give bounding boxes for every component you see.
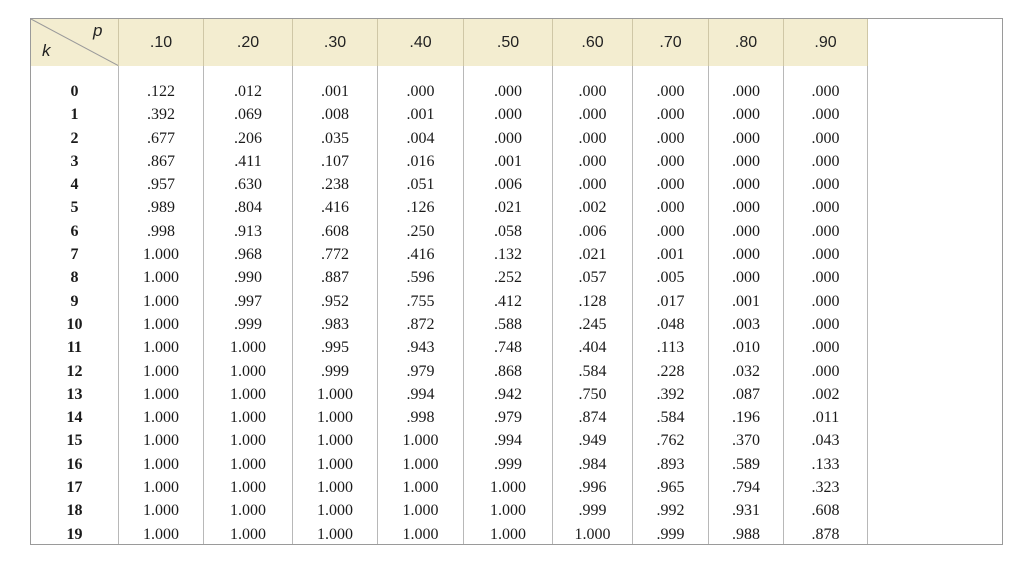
probability-cell: .000 bbox=[494, 129, 522, 147]
p-header: .80 bbox=[709, 19, 784, 66]
probability-cell: .000 bbox=[656, 83, 685, 100]
probability-cell: .113 bbox=[656, 339, 685, 357]
probability-cell: .000 bbox=[732, 152, 760, 170]
k-value: 1 bbox=[70, 106, 79, 124]
probability-cell: .000 bbox=[656, 129, 685, 147]
probability-cell: 1.000 bbox=[402, 525, 439, 543]
probability-cell: 1.000 bbox=[490, 479, 526, 497]
probability-cell: 1.000 bbox=[230, 479, 266, 497]
probability-cell: .392 bbox=[147, 106, 175, 124]
probability-cell: .001 bbox=[406, 106, 435, 124]
probability-cell: .988 bbox=[732, 525, 760, 543]
probability-cell: .630 bbox=[234, 176, 262, 194]
probability-cell: .107 bbox=[321, 152, 349, 170]
probability-cell: .016 bbox=[406, 152, 435, 170]
probability-cell: .000 bbox=[494, 106, 522, 124]
probability-cell: 1.000 bbox=[143, 409, 179, 427]
probability-cell: 1.000 bbox=[230, 502, 266, 520]
k-value: 11 bbox=[66, 339, 83, 357]
k-value: 9 bbox=[70, 292, 79, 310]
probability-cell: 1.000 bbox=[143, 315, 179, 333]
probability-cell: .238 bbox=[321, 176, 349, 194]
probability-cell: .000 bbox=[578, 152, 607, 170]
probability-cell: .000 bbox=[406, 83, 435, 100]
corner-header-cell bbox=[31, 19, 119, 66]
probability-cell: .887 bbox=[321, 269, 349, 287]
probability-cell: 1.000 bbox=[317, 432, 353, 450]
probability-cell: 1.000 bbox=[402, 479, 439, 497]
probability-cell: .017 bbox=[656, 292, 685, 310]
column-variable-label: p bbox=[93, 21, 103, 40]
probability-cell: 1.000 bbox=[230, 455, 266, 473]
probability-cell: .893 bbox=[656, 455, 685, 473]
probability-cell: .011 bbox=[811, 409, 840, 427]
probability-cell: 1.000 bbox=[143, 479, 179, 497]
probability-cell: .128 bbox=[578, 292, 607, 310]
probability-cell: .943 bbox=[406, 339, 435, 357]
probability-cell: 1.000 bbox=[143, 292, 179, 310]
probability-cell: .006 bbox=[578, 222, 607, 240]
probability-cell: 1.000 bbox=[490, 502, 526, 520]
probability-cell: .008 bbox=[321, 106, 349, 124]
probability-cell: .868 bbox=[494, 362, 522, 380]
probability-cell: .126 bbox=[406, 199, 435, 217]
probability-cell: 1.000 bbox=[143, 362, 179, 380]
probability-cell: .133 bbox=[811, 455, 840, 473]
probability-cell: .000 bbox=[732, 222, 760, 240]
probability-cell: 1.000 bbox=[143, 385, 179, 403]
k-column bbox=[31, 66, 119, 544]
probability-cell: .999 bbox=[321, 362, 349, 380]
probability-cell: .584 bbox=[578, 362, 607, 380]
k-value: 17 bbox=[66, 479, 83, 497]
probability-cell: .000 bbox=[656, 199, 685, 217]
probability-cell: 1.000 bbox=[143, 246, 179, 264]
p-header: .10 bbox=[119, 19, 204, 66]
probability-cell: 1.000 bbox=[143, 269, 179, 287]
probability-cell: .370 bbox=[732, 432, 760, 450]
probability-cell: .994 bbox=[494, 432, 522, 450]
probability-column bbox=[784, 66, 868, 544]
probability-cell: .001 bbox=[732, 292, 760, 310]
probability-cell: .122 bbox=[147, 83, 175, 100]
probability-cell: .990 bbox=[234, 269, 262, 287]
probability-cell: .596 bbox=[406, 269, 435, 287]
probability-cell: 1.000 bbox=[402, 455, 439, 473]
probability-cell: .000 bbox=[732, 199, 760, 217]
probability-cell: .999 bbox=[494, 455, 522, 473]
probability-cell: .002 bbox=[578, 199, 607, 217]
probability-cell: .867 bbox=[147, 152, 175, 170]
probability-cell: 1.000 bbox=[230, 362, 266, 380]
probability-cell: .000 bbox=[578, 129, 607, 147]
k-value: 10 bbox=[66, 315, 83, 333]
probability-cell: .968 bbox=[234, 246, 262, 264]
probability-cell: 1.000 bbox=[317, 502, 353, 520]
probability-cell: 1.000 bbox=[143, 525, 179, 543]
k-value: 13 bbox=[66, 385, 83, 403]
p-header: .90 bbox=[784, 19, 868, 66]
binomial-table bbox=[30, 18, 1003, 545]
probability-cell: .000 bbox=[494, 83, 522, 100]
probability-cell: .000 bbox=[811, 152, 840, 170]
probability-cell: .006 bbox=[494, 176, 522, 194]
probability-cell: .949 bbox=[578, 432, 607, 450]
p-header: .60 bbox=[553, 19, 633, 66]
probability-cell: .411 bbox=[234, 152, 262, 170]
probability-cell: .021 bbox=[578, 246, 607, 264]
probability-column bbox=[633, 66, 709, 544]
probability-cell: .087 bbox=[732, 385, 760, 403]
p-header: .30 bbox=[293, 19, 378, 66]
probability-cell: .608 bbox=[321, 222, 349, 240]
probability-cell: 1.000 bbox=[490, 525, 526, 543]
probability-cell: .995 bbox=[321, 339, 349, 357]
probability-cell: .996 bbox=[578, 479, 607, 497]
probability-cell: .043 bbox=[811, 432, 840, 450]
probability-cell: .000 bbox=[732, 246, 760, 264]
probability-cell: .392 bbox=[656, 385, 685, 403]
probability-cell: 1.000 bbox=[317, 525, 353, 543]
probability-cell: .000 bbox=[811, 106, 840, 124]
table-header-row bbox=[31, 19, 868, 66]
probability-cell: 1.000 bbox=[143, 502, 179, 520]
probability-cell: 1.000 bbox=[317, 385, 353, 403]
probability-cell: .196 bbox=[732, 409, 760, 427]
probability-cell: .001 bbox=[494, 152, 522, 170]
probability-cell: .584 bbox=[656, 409, 685, 427]
k-value: 14 bbox=[66, 409, 83, 427]
probability-cell: .004 bbox=[406, 129, 435, 147]
probability-cell: 1.000 bbox=[402, 432, 439, 450]
probability-cell: .000 bbox=[656, 106, 685, 124]
probability-column bbox=[204, 66, 293, 544]
probability-cell: 1.000 bbox=[143, 455, 179, 473]
probability-cell: .000 bbox=[656, 176, 685, 194]
probability-cell: 1.000 bbox=[317, 479, 353, 497]
probability-cell: .998 bbox=[406, 409, 435, 427]
probability-column bbox=[464, 66, 553, 544]
probability-cell: 1.000 bbox=[230, 385, 266, 403]
probability-cell: .979 bbox=[494, 409, 522, 427]
probability-cell: .999 bbox=[656, 525, 685, 543]
probability-cell: .000 bbox=[811, 269, 840, 287]
probability-cell: .228 bbox=[656, 362, 685, 380]
probability-cell: .000 bbox=[811, 199, 840, 217]
probability-cell: .952 bbox=[321, 292, 349, 310]
probability-cell: 1.000 bbox=[230, 432, 266, 450]
probability-column bbox=[553, 66, 633, 544]
probability-column bbox=[293, 66, 378, 544]
probability-cell: .003 bbox=[732, 315, 760, 333]
probability-cell: .000 bbox=[656, 222, 685, 240]
probability-cell: .010 bbox=[732, 339, 760, 357]
k-value: 16 bbox=[66, 455, 83, 473]
probability-cell: .323 bbox=[811, 479, 840, 497]
probability-cell: .245 bbox=[578, 315, 607, 333]
probability-cell: .000 bbox=[578, 106, 607, 124]
probability-cell: .021 bbox=[494, 199, 522, 217]
probability-cell: 1.000 bbox=[574, 525, 611, 543]
probability-cell: .942 bbox=[494, 385, 522, 403]
k-value: 12 bbox=[66, 362, 83, 380]
probability-cell: .589 bbox=[732, 455, 760, 473]
probability-cell: .132 bbox=[494, 246, 522, 264]
probability-cell: .002 bbox=[811, 385, 840, 403]
probability-cell: .000 bbox=[732, 269, 760, 287]
k-value: 19 bbox=[66, 525, 83, 543]
probability-cell: .069 bbox=[234, 106, 262, 124]
probability-cell: .997 bbox=[234, 292, 262, 310]
probability-cell: .057 bbox=[578, 269, 607, 287]
probability-cell: .588 bbox=[494, 315, 522, 333]
probability-cell: .051 bbox=[406, 176, 435, 194]
probability-cell: .000 bbox=[656, 152, 685, 170]
probability-cell: .804 bbox=[234, 199, 262, 217]
probability-cell: .252 bbox=[494, 269, 522, 287]
probability-cell: .984 bbox=[578, 455, 607, 473]
probability-cell: .048 bbox=[656, 315, 685, 333]
probability-cell: .206 bbox=[234, 129, 262, 147]
p-header: .70 bbox=[633, 19, 709, 66]
k-value: 8 bbox=[70, 269, 79, 287]
probability-cell: .748 bbox=[494, 339, 522, 357]
p-header: .20 bbox=[204, 19, 293, 66]
k-value: 7 bbox=[70, 246, 79, 264]
k-value: 3 bbox=[70, 152, 79, 170]
probability-cell: .913 bbox=[234, 222, 262, 240]
probability-column bbox=[119, 66, 204, 544]
row-variable-label: k bbox=[42, 41, 51, 60]
probability-cell: .000 bbox=[732, 129, 760, 147]
k-value: 5 bbox=[70, 199, 79, 217]
probability-cell: .755 bbox=[406, 292, 435, 310]
k-value: 2 bbox=[70, 129, 79, 147]
probability-cell: 1.000 bbox=[317, 409, 353, 427]
probability-cell: .000 bbox=[811, 315, 840, 333]
probability-column bbox=[709, 66, 784, 544]
probability-cell: .005 bbox=[656, 269, 685, 287]
table-body bbox=[31, 66, 868, 544]
p-header: .40 bbox=[378, 19, 464, 66]
probability-cell: .994 bbox=[406, 385, 435, 403]
probability-cell: .000 bbox=[811, 362, 840, 380]
probability-cell: .412 bbox=[494, 292, 522, 310]
probability-cell: .012 bbox=[234, 83, 262, 100]
probability-cell: 1.000 bbox=[230, 339, 266, 357]
probability-cell: 1.000 bbox=[143, 432, 179, 450]
probability-cell: .032 bbox=[732, 362, 760, 380]
probability-cell: .000 bbox=[732, 83, 760, 100]
p-header: .50 bbox=[464, 19, 553, 66]
probability-cell: .000 bbox=[811, 339, 840, 357]
k-value: 6 bbox=[70, 222, 79, 240]
probability-cell: .794 bbox=[732, 479, 760, 497]
probability-cell: .000 bbox=[732, 176, 760, 194]
probability-cell: .762 bbox=[656, 432, 685, 450]
probability-column bbox=[378, 66, 464, 544]
probability-cell: .983 bbox=[321, 315, 349, 333]
k-value: 15 bbox=[66, 432, 83, 450]
probability-cell: 1.000 bbox=[143, 339, 179, 357]
probability-cell: .000 bbox=[811, 83, 840, 100]
probability-cell: .000 bbox=[811, 292, 840, 310]
probability-cell: .000 bbox=[811, 129, 840, 147]
k-value: 0 bbox=[70, 83, 79, 100]
probability-cell: .250 bbox=[406, 222, 435, 240]
probability-cell: .957 bbox=[147, 176, 175, 194]
probability-cell: .750 bbox=[578, 385, 607, 403]
probability-cell: .965 bbox=[656, 479, 685, 497]
probability-cell: .000 bbox=[811, 222, 840, 240]
probability-cell: .992 bbox=[656, 502, 685, 520]
probability-cell: .058 bbox=[494, 222, 522, 240]
probability-cell: .677 bbox=[147, 129, 175, 147]
probability-cell: .608 bbox=[811, 502, 840, 520]
probability-cell: .404 bbox=[578, 339, 607, 357]
probability-cell: .000 bbox=[811, 176, 840, 194]
probability-cell: .979 bbox=[406, 362, 435, 380]
probability-cell: .001 bbox=[656, 246, 685, 264]
k-value: 4 bbox=[70, 176, 79, 194]
probability-cell: .772 bbox=[321, 246, 349, 264]
probability-cell: .001 bbox=[321, 83, 349, 100]
probability-cell: .998 bbox=[147, 222, 175, 240]
k-value: 18 bbox=[66, 502, 83, 520]
probability-cell: 1.000 bbox=[317, 455, 353, 473]
probability-cell: .989 bbox=[147, 199, 175, 217]
probability-cell: .000 bbox=[578, 176, 607, 194]
probability-cell: .999 bbox=[234, 315, 262, 333]
probability-cell: .035 bbox=[321, 129, 349, 147]
probability-cell: 1.000 bbox=[230, 409, 266, 427]
probability-cell: .416 bbox=[406, 246, 435, 264]
probability-cell: 1.000 bbox=[402, 502, 439, 520]
probability-cell: .874 bbox=[578, 409, 607, 427]
probability-cell: .000 bbox=[578, 83, 607, 100]
probability-cell: .872 bbox=[406, 315, 435, 333]
probability-cell: .000 bbox=[811, 246, 840, 264]
probability-cell: 1.000 bbox=[230, 525, 266, 543]
probability-cell: .878 bbox=[811, 525, 840, 543]
probability-cell: .999 bbox=[578, 502, 607, 520]
probability-cell: .416 bbox=[321, 199, 349, 217]
probability-cell: .000 bbox=[732, 106, 760, 124]
probability-cell: .931 bbox=[732, 502, 760, 520]
